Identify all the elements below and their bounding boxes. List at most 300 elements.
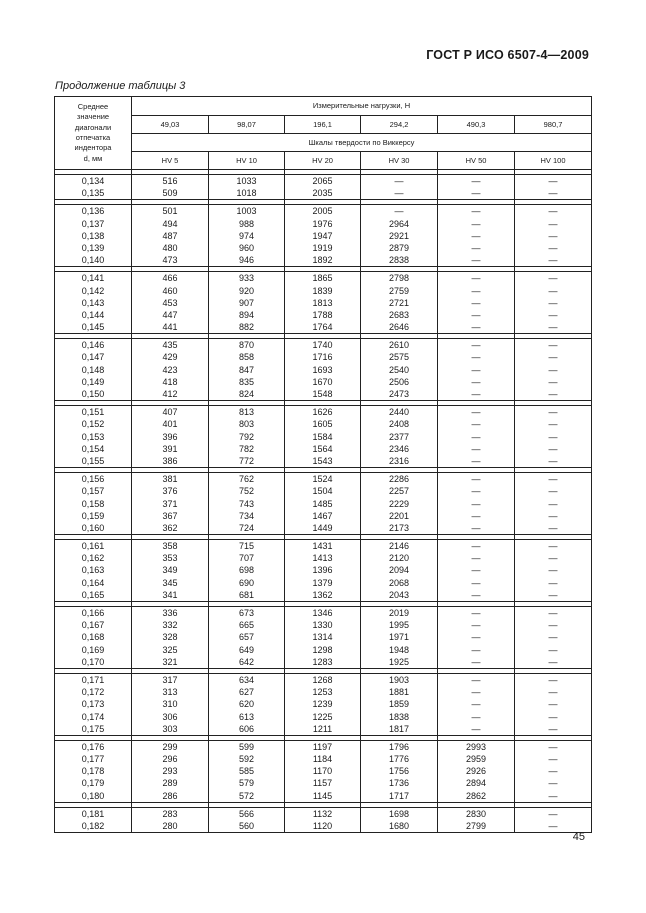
hardness-value: 1003 [236, 206, 257, 217]
hardness-value: 1413 [312, 553, 333, 564]
hardness-cell [438, 473, 515, 535]
load-value: 49,03 [132, 116, 209, 134]
hardness-value: 792 [238, 431, 255, 442]
hardness-value: 473 [162, 255, 178, 266]
diagonal-value: 0,165 [81, 589, 105, 600]
hardness-value: 1698 [388, 808, 410, 819]
hardness-value: — [471, 364, 481, 375]
hardness-cell [285, 673, 361, 735]
hardness-value: 1132 [312, 808, 333, 819]
hardness-cell [209, 175, 285, 200]
hardness-value: 321 [162, 656, 178, 667]
hardness-value: 2926 [465, 766, 487, 777]
hardness-value: — [471, 322, 481, 333]
hardness-value: — [548, 808, 558, 819]
hardness-value: — [471, 674, 481, 685]
hardness-value: 349 [162, 565, 178, 576]
hardness-value: 1268 [312, 674, 333, 685]
hardness-value: 466 [162, 273, 178, 284]
hardness-cell [132, 473, 209, 535]
hardness-value: — [471, 297, 481, 308]
hardness-value: 2830 [465, 808, 487, 819]
hardness-value: 447 [162, 309, 178, 320]
hardness-value: 813 [238, 407, 255, 418]
hardness-value: 894 [238, 309, 255, 320]
hardness-cell [209, 607, 285, 669]
loads-row [55, 116, 592, 134]
hardness-value: 620 [238, 699, 255, 710]
table-row-group [55, 205, 592, 267]
hardness-cell [209, 807, 285, 832]
hardness-value: 634 [238, 674, 255, 685]
hardness-value: 386 [162, 455, 178, 466]
hardness-cell [361, 673, 438, 735]
hardness-cell [285, 339, 361, 401]
hardness-value: 1225 [312, 711, 333, 722]
diagonal-value: 0,153 [81, 431, 105, 442]
diagonal-value: 0,168 [81, 632, 105, 643]
hardness-value: 1892 [312, 255, 333, 266]
hardness-value: 286 [162, 790, 178, 801]
hardness-value: — [548, 687, 558, 698]
scales-row [55, 152, 592, 170]
hardness-value: 2408 [388, 419, 410, 430]
hardness-cell [209, 406, 285, 468]
hardness-value: — [548, 285, 558, 296]
diagonal-value: 0,136 [81, 206, 105, 217]
hardness-value: 1605 [312, 419, 333, 430]
diagonal-value: 0,143 [81, 297, 105, 308]
hardness-value: — [548, 389, 558, 399]
hardness-cell [132, 205, 209, 267]
hardness-value: — [471, 443, 481, 454]
hardness-value: 1504 [312, 486, 333, 497]
diagonal-value: 0,180 [81, 790, 105, 801]
hardness-value: 734 [238, 510, 255, 521]
hardness-value: — [548, 474, 558, 485]
diagonal-value: 0,179 [81, 778, 105, 789]
load-value: 980,7 [515, 116, 592, 134]
hardness-cell [438, 740, 515, 802]
hardness-value: 328 [162, 632, 178, 643]
hardness-cell [132, 406, 209, 468]
hardness-value: 1764 [312, 322, 333, 333]
hardness-cell [132, 740, 209, 802]
hardness-cell [209, 540, 285, 602]
hardness-cell [438, 339, 515, 401]
hardness-value: 1976 [312, 218, 333, 229]
hardness-value: — [548, 699, 558, 710]
hardness-value: — [548, 589, 558, 600]
hardness-value: 2377 [388, 431, 410, 442]
hardness-value: 2506 [388, 376, 410, 387]
hardness-value: 2316 [388, 455, 410, 466]
diagonal-value: 0,147 [81, 352, 105, 363]
hardness-value: 579 [238, 778, 255, 789]
hardness-value: — [548, 364, 558, 375]
hardness-cell [285, 272, 361, 334]
hardness-value: 1881 [388, 687, 410, 698]
hardness-value: 1346 [312, 608, 333, 618]
hardness-value: 1524 [312, 474, 333, 485]
hardness-value: 325 [162, 644, 178, 655]
hardness-value: — [548, 754, 558, 765]
diagonal-value: 0,158 [81, 498, 105, 509]
diagonal-header-line: d, мм [83, 153, 103, 163]
diagonal-value: 0,159 [81, 510, 105, 521]
hardness-value: 412 [162, 389, 178, 399]
diagonal-cell [55, 807, 132, 832]
hardness-value: — [471, 541, 481, 552]
hardness-cell [361, 473, 438, 535]
page-number: 45 [572, 831, 585, 843]
hardness-cell [361, 807, 438, 832]
hardness-value: — [548, 790, 558, 801]
diagonal-header-line: диагонали [74, 122, 112, 132]
hardness-value: — [548, 632, 558, 643]
hardness-value: — [471, 455, 481, 466]
hardness-cell [285, 740, 361, 802]
hardness-value: 1776 [388, 754, 410, 765]
hardness-value: 1120 [312, 821, 333, 831]
hardness-value: — [548, 309, 558, 320]
hardness-value: 381 [162, 474, 178, 485]
table-caption: Продолжение таблицы 3 [55, 80, 186, 92]
hardness-value: 1211 [312, 723, 333, 734]
hardness-value: — [548, 176, 558, 186]
hardness-value: 657 [238, 632, 255, 643]
hardness-cell [515, 175, 592, 200]
diagonal-value: 0,154 [81, 443, 105, 454]
hardness-value: — [548, 674, 558, 685]
diagonal-value: 0,155 [81, 455, 105, 466]
hardness-value: 1330 [312, 620, 333, 631]
diagonal-cell [55, 406, 132, 468]
hardness-value: 1253 [312, 687, 333, 698]
hardness-value: — [471, 522, 481, 533]
hardness-value: 824 [238, 389, 255, 399]
hardness-value: 803 [238, 419, 255, 430]
hardness-cell [515, 205, 592, 267]
hardness-value: 317 [162, 674, 178, 685]
hardness-cell [438, 205, 515, 267]
load-value: 98,07 [209, 116, 285, 134]
hardness-value: — [548, 821, 558, 831]
hardness-value: 362 [162, 522, 178, 533]
hardness-value: 1467 [312, 510, 333, 521]
hardness-value: — [548, 541, 558, 552]
hardness-value: 2346 [388, 443, 410, 454]
hardness-value: 1796 [388, 741, 410, 752]
diagonal-value: 0,152 [81, 419, 105, 430]
hardness-value: 2173 [388, 522, 410, 533]
hardness-value: 435 [162, 340, 178, 351]
hardness-value: 280 [162, 821, 178, 831]
table-body [55, 170, 592, 833]
hardness-value: 592 [238, 754, 255, 765]
hardness-value: — [471, 644, 481, 655]
table-head [55, 97, 592, 170]
hardness-value: 1859 [388, 699, 410, 710]
hardness-value: 1239 [312, 699, 333, 710]
hardness-value: 1839 [312, 285, 333, 296]
hardness-value: — [548, 297, 558, 308]
hardness-cell [132, 673, 209, 735]
hardness-value: 724 [238, 522, 255, 533]
hardness-value: — [471, 407, 481, 418]
table-row-group [55, 673, 592, 735]
hardness-value: 1680 [388, 821, 410, 831]
hardness-value: 1717 [388, 790, 410, 801]
hardness-value: 2798 [388, 273, 410, 284]
hardness-cell [438, 175, 515, 200]
diagonal-value: 0,169 [81, 644, 105, 655]
diagonal-cell [55, 540, 132, 602]
table-row-group [55, 175, 592, 200]
hardness-value: 2473 [388, 389, 410, 399]
hardness-value: 1903 [388, 674, 410, 685]
hardness-value: 1033 [236, 176, 257, 186]
hardness-value: 401 [162, 419, 178, 430]
diagonal-value: 0,177 [81, 754, 105, 765]
hardness-value: — [471, 285, 481, 296]
hardness-value: 429 [162, 352, 178, 363]
hardness-cell [361, 406, 438, 468]
hardness-value: 418 [162, 376, 178, 387]
hardness-value: 299 [162, 741, 178, 752]
hardness-cell [438, 807, 515, 832]
hardness-value: — [548, 230, 558, 241]
hardness-value: — [548, 443, 558, 454]
hardness-cell [515, 740, 592, 802]
hardness-value: 1584 [312, 431, 333, 442]
diagonal-value: 0,149 [81, 376, 105, 387]
hardness-value: — [548, 352, 558, 363]
hardness-value: — [471, 431, 481, 442]
hardness-value: 2068 [388, 577, 410, 588]
hardness-value: 2610 [388, 340, 410, 351]
loads-header: Измерительные нагрузки, Н [132, 97, 592, 116]
hardness-value: 560 [238, 821, 255, 831]
hardness-value: 920 [238, 285, 255, 296]
hardness-value: — [548, 218, 558, 229]
hardness-value: 1670 [312, 376, 333, 387]
hardness-cell [285, 607, 361, 669]
hardness-value: 2043 [388, 589, 410, 600]
hardness-value: 1314 [312, 632, 333, 643]
hardness-value: 2005 [312, 206, 333, 217]
hardness-value: 2683 [388, 309, 410, 320]
diagonal-cell [55, 272, 132, 334]
hardness-cell [209, 473, 285, 535]
hardness-value: 690 [238, 577, 255, 588]
hardness-value: 782 [238, 443, 255, 454]
hardness-value: — [394, 206, 404, 217]
hardness-cell [132, 540, 209, 602]
hardness-value: 707 [238, 553, 255, 564]
hardness-value: — [548, 376, 558, 387]
hardness-value: — [548, 553, 558, 564]
hardness-value: — [471, 188, 481, 199]
hardness-cell [438, 607, 515, 669]
hardness-value: 1971 [388, 632, 410, 643]
hardness-value: 933 [238, 273, 255, 284]
hardness-value: 303 [162, 723, 178, 734]
hardness-value: 2964 [388, 218, 410, 229]
scale-label: HV 30 [361, 152, 438, 170]
hardness-value: 1564 [312, 443, 333, 454]
diagonal-value: 0,142 [81, 285, 105, 296]
diagonal-value: 0,161 [81, 541, 105, 552]
diagonal-value: 0,162 [81, 553, 105, 564]
hardness-value: 1838 [388, 711, 410, 722]
hardness-value: 960 [238, 242, 255, 253]
hardness-value: — [548, 255, 558, 266]
hardness-value: 606 [238, 723, 255, 734]
hardness-value: 1740 [312, 340, 333, 351]
hardness-value: 1543 [312, 455, 333, 466]
diagonal-value: 0,137 [81, 218, 105, 229]
hardness-value: 1716 [312, 352, 333, 363]
diagonal-value: 0,166 [81, 608, 105, 618]
hardness-value: 599 [238, 741, 255, 752]
hardness-value: 353 [162, 553, 178, 564]
load-value: 196,1 [285, 116, 361, 134]
load-value: 294,2 [361, 116, 438, 134]
diagonal-value: 0,175 [81, 723, 105, 734]
diagonal-value: 0,151 [81, 407, 105, 418]
hardness-value: 1145 [312, 790, 333, 801]
diagonal-cell [55, 673, 132, 735]
hardness-value: — [548, 431, 558, 442]
diagonal-value: 0,134 [81, 176, 105, 186]
hardness-value: 1157 [312, 778, 333, 789]
hardness-value: 627 [238, 687, 255, 698]
diagonal-value: 0,178 [81, 766, 105, 777]
hardness-value: 2862 [465, 790, 487, 801]
hardness-value: 1865 [312, 273, 333, 284]
hardness-value: 501 [162, 206, 178, 217]
diagonal-value: 0,182 [81, 821, 105, 831]
diagonal-cell [55, 205, 132, 267]
hardness-value: 516 [162, 176, 178, 186]
hardness-value: 642 [238, 656, 255, 667]
hardness-cell [132, 807, 209, 832]
hardness-value: 2759 [388, 285, 410, 296]
hardness-value: — [471, 242, 481, 253]
hardness-cell [515, 540, 592, 602]
hardness-value: 715 [238, 541, 255, 552]
hardness-value: — [548, 498, 558, 509]
hardness-value: 480 [162, 242, 178, 253]
hardness-value: 310 [162, 699, 178, 710]
hardness-value: — [471, 577, 481, 588]
hardness-cell [515, 473, 592, 535]
hardness-cell [361, 540, 438, 602]
hardness-value: 1298 [312, 644, 333, 655]
hardness-value: — [471, 255, 481, 266]
hardness-value: 974 [238, 230, 255, 241]
hardness-value: 2540 [388, 364, 410, 375]
hardness-value: — [471, 711, 481, 722]
hardness-value: 882 [238, 322, 255, 333]
diagonal-header-line: индентора [74, 143, 112, 153]
hardness-value: 313 [162, 687, 178, 698]
hardness-value: 2286 [388, 474, 410, 485]
hardness-value: 293 [162, 766, 178, 777]
hardness-cell [285, 540, 361, 602]
hardness-value: 509 [162, 188, 178, 199]
diagonal-value: 0,160 [81, 522, 105, 533]
table-row-group [55, 339, 592, 401]
diagonal-value: 0,138 [81, 230, 105, 241]
hardness-cell [132, 272, 209, 334]
hardness-value: 665 [238, 620, 255, 631]
diagonal-value: 0,135 [81, 188, 105, 199]
hardness-value: — [471, 620, 481, 631]
hardness-value: — [548, 711, 558, 722]
hardness-value: 2257 [388, 486, 410, 497]
diagonal-cell [55, 473, 132, 535]
diagonal-cell [55, 175, 132, 200]
table-row-group [55, 473, 592, 535]
diagonal-value: 0,146 [81, 340, 105, 351]
hardness-cell [361, 607, 438, 669]
hardness-cell [361, 205, 438, 267]
diagonal-value: 0,163 [81, 565, 105, 576]
hardness-value: 391 [162, 443, 178, 454]
hardness-value: 2838 [388, 255, 410, 266]
hardness-cell [438, 406, 515, 468]
hardness-value: — [548, 340, 558, 351]
hardness-cell [209, 740, 285, 802]
hardness-value: 1817 [388, 723, 410, 734]
diagonal-cell [55, 339, 132, 401]
hardness-value: — [548, 486, 558, 497]
hardness-value: 2894 [465, 778, 487, 789]
hardness-cell [515, 272, 592, 334]
hardness-value: 1170 [312, 766, 333, 777]
hardness-value: 2993 [465, 741, 487, 752]
hardness-value: — [548, 741, 558, 752]
diagonal-value: 0,167 [81, 620, 105, 631]
hardness-value: — [471, 419, 481, 430]
diagonal-header-line: значение [76, 112, 110, 122]
hardness-value: 2201 [388, 510, 410, 521]
hardness-cell [515, 406, 592, 468]
hardness-cell [132, 607, 209, 669]
hardness-cell [438, 272, 515, 334]
diagonal-value: 0,173 [81, 699, 105, 710]
hardness-value: — [548, 206, 558, 217]
scale-label: HV 10 [209, 152, 285, 170]
hardness-value: — [471, 376, 481, 387]
diagonal-value: 0,174 [81, 711, 105, 722]
diagonal-cell [55, 740, 132, 802]
hardness-value: — [548, 565, 558, 576]
hardness-value: 835 [238, 376, 255, 387]
hardness-value: — [471, 723, 481, 734]
hardness-value: 673 [238, 608, 255, 618]
hardness-value: 2094 [388, 565, 410, 576]
diagonal-value: 0,148 [81, 364, 105, 375]
hardness-value: 585 [238, 766, 255, 777]
hardness-value: — [548, 608, 558, 618]
hardness-value: 345 [162, 577, 178, 588]
hardness-value: 376 [162, 486, 178, 497]
scales-header: Шкалы твердости по Виккерсу [132, 134, 592, 152]
hardness-value: 2035 [312, 188, 333, 199]
